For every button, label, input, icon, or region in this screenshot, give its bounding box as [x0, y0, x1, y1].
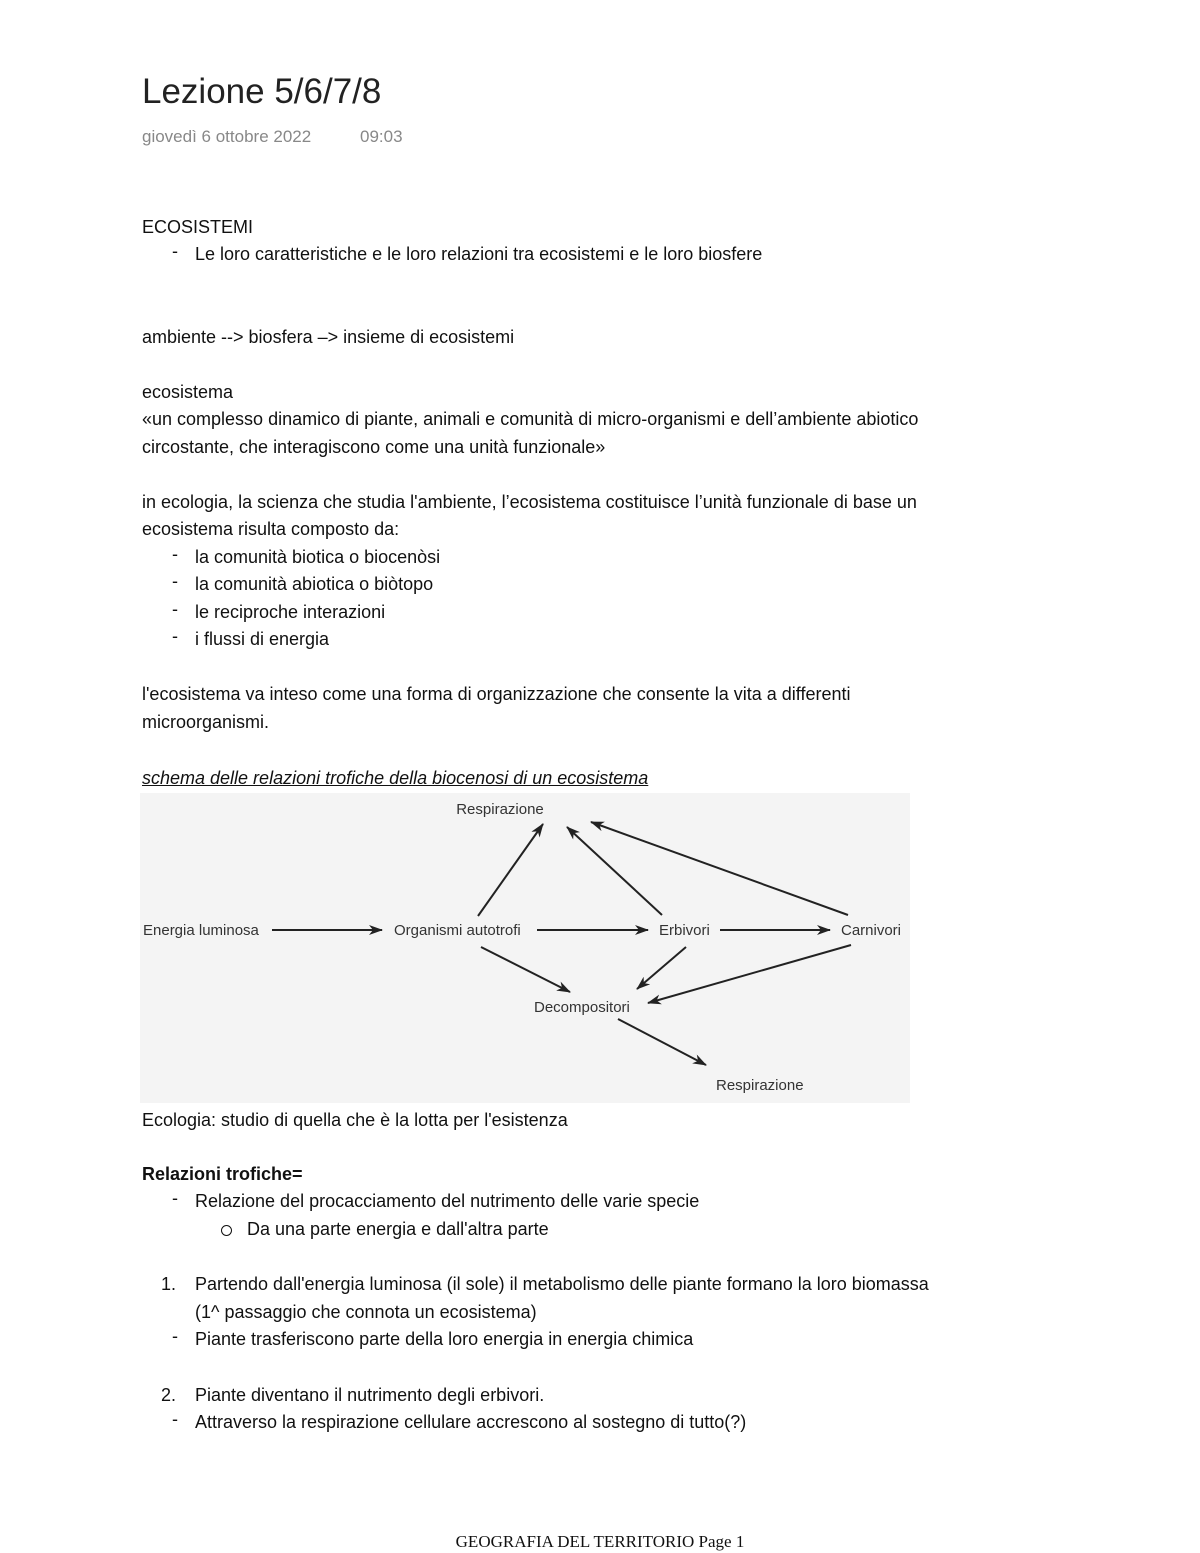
diagram-background: [140, 793, 910, 1103]
ecology-paragraph-line: ecosistema risulta composto da:: [142, 519, 400, 539]
bullet-dash: -: [172, 544, 178, 564]
step1-line: Partendo dall'energia luminosa (il sole) il metabolismo delle piante formano la loro biomassa: [195, 1274, 929, 1294]
bullet-dash: -: [172, 1409, 178, 1429]
node-carnivori: Carnivori: [841, 922, 902, 939]
page-time: 09:03: [360, 127, 403, 146]
bullet-dash: -: [172, 241, 178, 261]
relazioni-heading: Relazioni trofiche=: [142, 1164, 303, 1184]
node-respirazione-top: Respirazione: [456, 801, 544, 818]
component-item: la comunità biotica o biocenòsi: [195, 547, 441, 567]
relazioni-bullet: Relazione del procacciamento del nutrimento delle varie specie: [195, 1191, 700, 1211]
schema-caption: schema delle relazioni trofiche della biocenosi di un ecosistema: [142, 768, 649, 788]
node-decompositori: Decompositori: [534, 999, 630, 1016]
node-energia-luminosa: Energia luminosa: [143, 922, 259, 939]
step2-bullet: Attraverso la respirazione cellulare accrescono al sostegno di tutto(?): [195, 1412, 747, 1432]
component-item: le reciproche interazioni: [195, 602, 386, 622]
bullet-dash: -: [172, 1326, 178, 1346]
page-date: giovedì 6 ottobre 2022: [142, 127, 312, 146]
circle-bullet-icon: [221, 1225, 232, 1236]
footer-notebook-name: GEOGRAFIA DEL TERRITORIO: [455, 1532, 695, 1551]
node-organismi-autotrofi: Organismi autotrofi: [394, 922, 521, 939]
component-item: i flussi di energia: [195, 629, 330, 649]
definition-line: «un complesso dinamico di piante, animali e comunità di micro-organismi e dell’ambiente abiotico: [142, 409, 919, 429]
definition-line: circostante, che interagiscono come una unità funzionale»: [142, 437, 606, 457]
step-number: 1.: [161, 1274, 177, 1294]
section-bullet: Le loro caratteristiche e le loro relazioni tra ecosistemi e le loro biosfere: [195, 244, 763, 264]
step2-line: Piante diventano il nutrimento degli erbivori.: [195, 1385, 545, 1405]
relazioni-subbullet: Da una parte energia e dall'altra parte: [247, 1219, 549, 1239]
ecosystem-term: ecosistema: [142, 382, 234, 402]
section-heading-ecosistemi: ECOSISTEMI: [142, 217, 254, 237]
step1-bullet: Piante trasferiscono parte della loro energia in energia chimica: [195, 1329, 694, 1349]
trophic-relations-diagram: [140, 793, 910, 1103]
page-title: Lezione 5/6/7/8: [142, 72, 382, 111]
node-respirazione-bottom: Respirazione: [716, 1077, 804, 1094]
bullet-dash: -: [172, 1188, 178, 1208]
bullet-dash: -: [172, 599, 178, 619]
step-number: 2.: [161, 1385, 177, 1405]
step1-line: (1^ passaggio che connota un ecosistema): [195, 1302, 537, 1322]
bullet-dash: -: [172, 626, 178, 646]
ecology-paragraph-line: in ecologia, la scienza che studia l'ambiente, l’ecosistema costituisce l’unità funzionale di base un: [142, 492, 917, 512]
organization-line: microorganismi.: [142, 712, 270, 732]
organization-line: l'ecosistema va inteso come una forma di organizzazione che consente la vita a differenti: [142, 684, 851, 704]
ecologia-line: Ecologia: studio di quella che è la lotta per l'esistenza: [142, 1110, 568, 1130]
footer-page-label: Page 1: [698, 1532, 745, 1551]
bullet-dash: -: [172, 571, 178, 591]
component-item: la comunità abiotica o biòtopo: [195, 574, 434, 594]
chain-line: ambiente --> biosfera –> insieme di ecosistemi: [142, 327, 515, 347]
page-footer: [0, 1532, 1200, 1552]
node-erbivori: Erbivori: [659, 922, 710, 939]
